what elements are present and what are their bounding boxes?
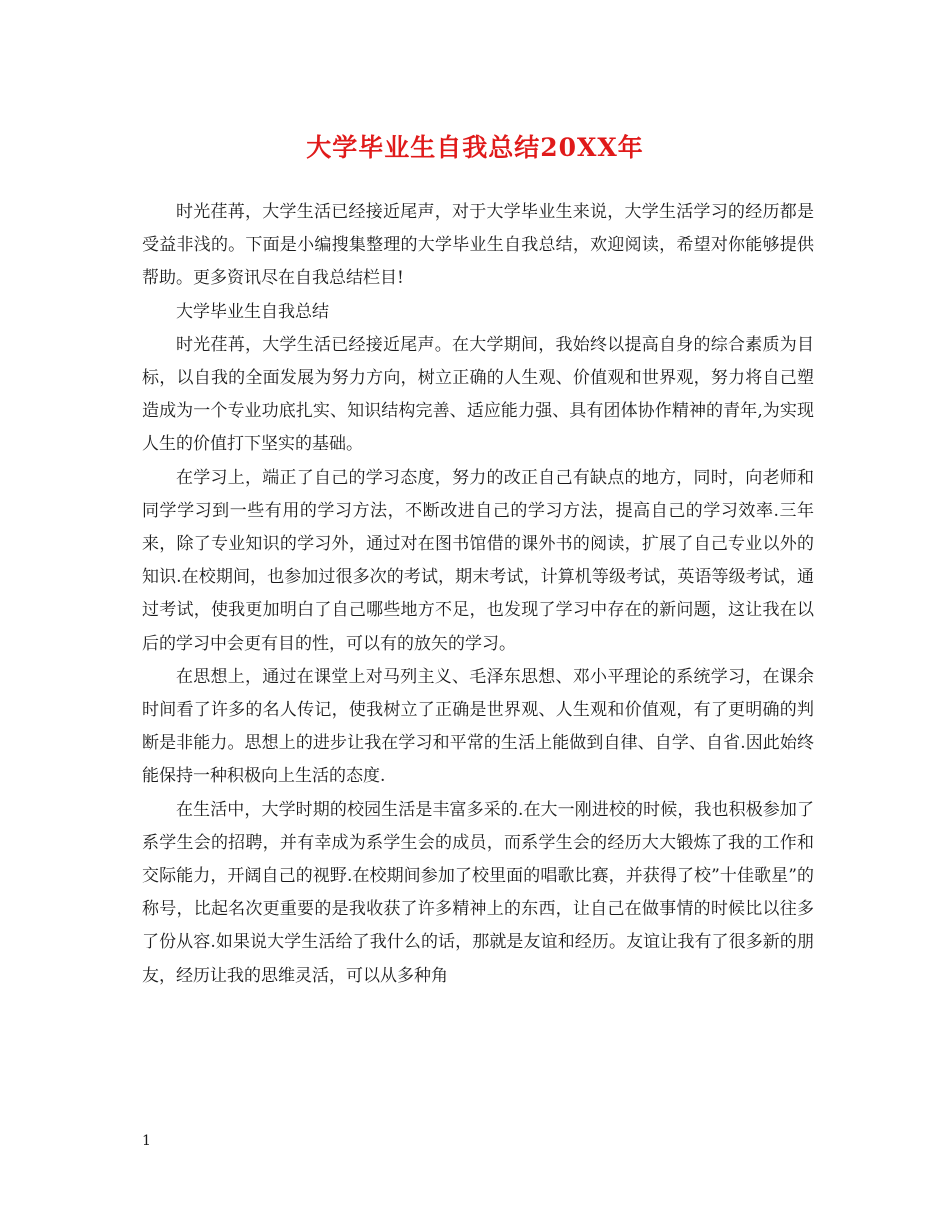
paragraph-intro: 时光荏苒，大学生活已经接近尾声，对于大学毕业生来说，大学生活学习的经历都是受益非浅的。下面是小编搜集整理的大学毕业生自我总结，欢迎阅读，希望对你能够提供帮助。更多资讯尽在自我总结栏目! <box>142 202 814 289</box>
paragraph-study: 在学习上，端正了自己的学习态度，努力的改正自己有缺点的地方，同时，向老师和同学学习到一些有用的学习方法，不断改进自己的学习方法，提高自己的学习效率.三年来，除了专业知识的学习外，通过对在图书馆借的课外书的阅读，扩展了自己专业以外的知识.在校期间，也参加过很多次的考试，期末考试，计算机等级考试，英语等级考试，通过考试，使我更加明白了自己哪些地方不足，也发现了学习中存在的新问题，这让我在以后的学习中会更有目的性，可以有的放矢的学习。 <box>142 467 814 654</box>
paragraph-thought: 在思想上，通过在课堂上对马列主义、毛泽东思想、邓小平理论的系统学习，在课余时间看了许多的名人传记，使我树立了正确是世界观、人生观和价值观，有了更明确的判断是非能力。思想上的进步让我在学习和平常的生活上能做到自律、自学、自省.因此始终能保持一种积极向上生活的态度. <box>142 666 814 787</box>
document-title: 大学毕业生自我总结20XX年 <box>306 133 644 162</box>
document-body <box>142 196 814 993</box>
paragraph-overview: 时光荏苒，大学生活已经接近尾声。在大学期间，我始终以提高自身的综合素质为目标，以自我的全面发展为努力方向，树立正确的人生观、价值观和世界观，努力将自己塑造成为一个专业功底扎实、知识结构完善、适应能力强、具有团体协作精神的青年,为实现人生的价值打下坚实的基础。 <box>142 334 814 455</box>
page-number: 1 <box>142 1133 151 1149</box>
paragraph-life: 在生活中，大学时期的校园生活是丰富多采的.在大一刚进校的时候，我也积极参加了系学生会的招聘，并有幸成为系学生会的成员，而系学生会的经历大大锻炼了我的工作和交际能力，开阔自己的视野.在校期间参加了校里面的唱歌比赛，并获得了校”十佳歌星”的称号，比起名次更重要的是我收获了许多精神上的东西，让自己在做事情的时候比以往多了份从容.如果说大学生活给了我什么的话，那就是友谊和经历。友谊让我有了很多新的朋友，经历让我的思维灵活，可以从多种角 <box>142 799 814 986</box>
paragraph-subheading: 大学毕业生自我总结 <box>176 301 329 322</box>
